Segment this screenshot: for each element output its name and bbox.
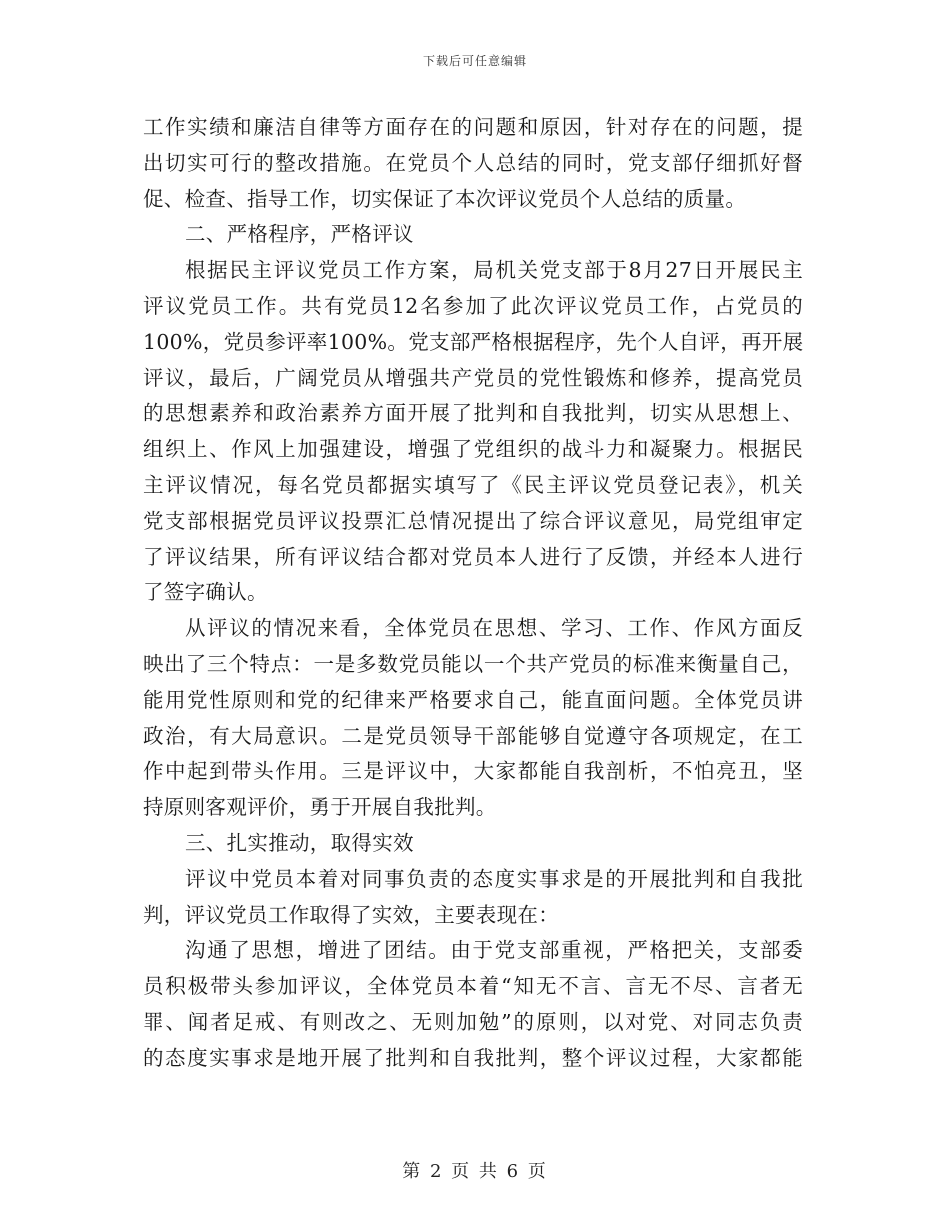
text-line: 员积极带头参加评议，全体党员本着“知无不言、言无不尽、言者无 bbox=[143, 974, 803, 999]
text-line: 作中起到带头作用。三是评议中，大家都能自我剖析，不怕亮丑，坚 bbox=[143, 759, 803, 784]
text-line: 评议中党员本着对同事负责的态度实事求是的开展批判和自我批 bbox=[185, 866, 803, 891]
text-line: 持原则客观评价，勇于开展自我批判。 bbox=[143, 795, 497, 820]
text-line: 沟通了思想，增进了团结。由于党支部重视，严格把关，支部委 bbox=[185, 938, 803, 963]
text-line: 组织上、作风上加强建设，增强了党组织的战斗力和凝聚力。根据民 bbox=[143, 437, 803, 462]
text-line: 从评议的情况来看，全体党员在思想、学习、工作、作风方面反 bbox=[185, 616, 803, 641]
text-line: 了评议结果，所有评议结合都对党员本人进行了反馈，并经本人进行 bbox=[143, 544, 803, 569]
text-line: 出切实可行的整改措施。在党员个人总结的同时，党支部仔细抓好督 bbox=[143, 150, 803, 175]
text-line: 评议党员工作。共有党员12名参加了此次评议党员工作，占党员的 bbox=[143, 293, 803, 318]
section-heading: 三、扎实推动，取得实效 bbox=[185, 830, 414, 855]
document-body bbox=[143, 110, 803, 1077]
text-line: 政治，有大局意识。二是党员领导干部能够自觉遵守各项规定，在工 bbox=[143, 723, 803, 748]
text-line: 党支部根据党员评议投票汇总情况提出了综合评议意见，局党组审定 bbox=[143, 508, 803, 533]
text-line: 能用党性原则和党的纪律来严格要求自己，能直面问题。全体党员讲 bbox=[143, 687, 803, 712]
text-line: 了签字确认。 bbox=[143, 580, 268, 605]
text-line: 促、检查、指导工作，切实保证了本次评议党员个人总结的质量。 bbox=[143, 186, 747, 211]
text-line: 100%，党员参评率100%。党支部严格根据程序，先个人自评，再开展 bbox=[143, 329, 804, 354]
text-line: 工作实绩和廉洁自律等方面存在的问题和原因，针对存在的问题，提 bbox=[143, 115, 803, 139]
text-line: 罪、闻者足戒、有则改之、无则加勉”的原则，以对党、对同志负责 bbox=[143, 1009, 803, 1034]
text-line: 判，评议党员工作取得了实效，主要表现在： bbox=[143, 902, 559, 927]
page-header-note: 下载后可任意编辑 bbox=[422, 54, 527, 68]
text-line: 的态度实事求是地开展了批判和自我批判，整个评议过程，大家都能 bbox=[143, 1045, 803, 1070]
text-line: 主评议情况，每名党员都据实填写了《民主评议党员登记表》，机关 bbox=[143, 472, 803, 497]
text-line: 评议，最后，广阔党员从增强共产党员的党性锻炼和修养，提高党员 bbox=[143, 365, 803, 390]
text-line: 的思想素养和政治素养方面开展了批判和自我批判，切实从思想上、 bbox=[143, 401, 803, 426]
text-line: 映出了三个特点：一是多数党员能以一个共产党员的标准来衡量自己， bbox=[143, 651, 803, 676]
text-line: 根据民主评议党员工作方案，局机关党支部于8月27日开展民主 bbox=[185, 258, 803, 283]
page-number-footer: 第 2 页 共 6 页 bbox=[402, 1161, 548, 1182]
section-heading: 二、严格程序，严格评议 bbox=[185, 222, 414, 247]
